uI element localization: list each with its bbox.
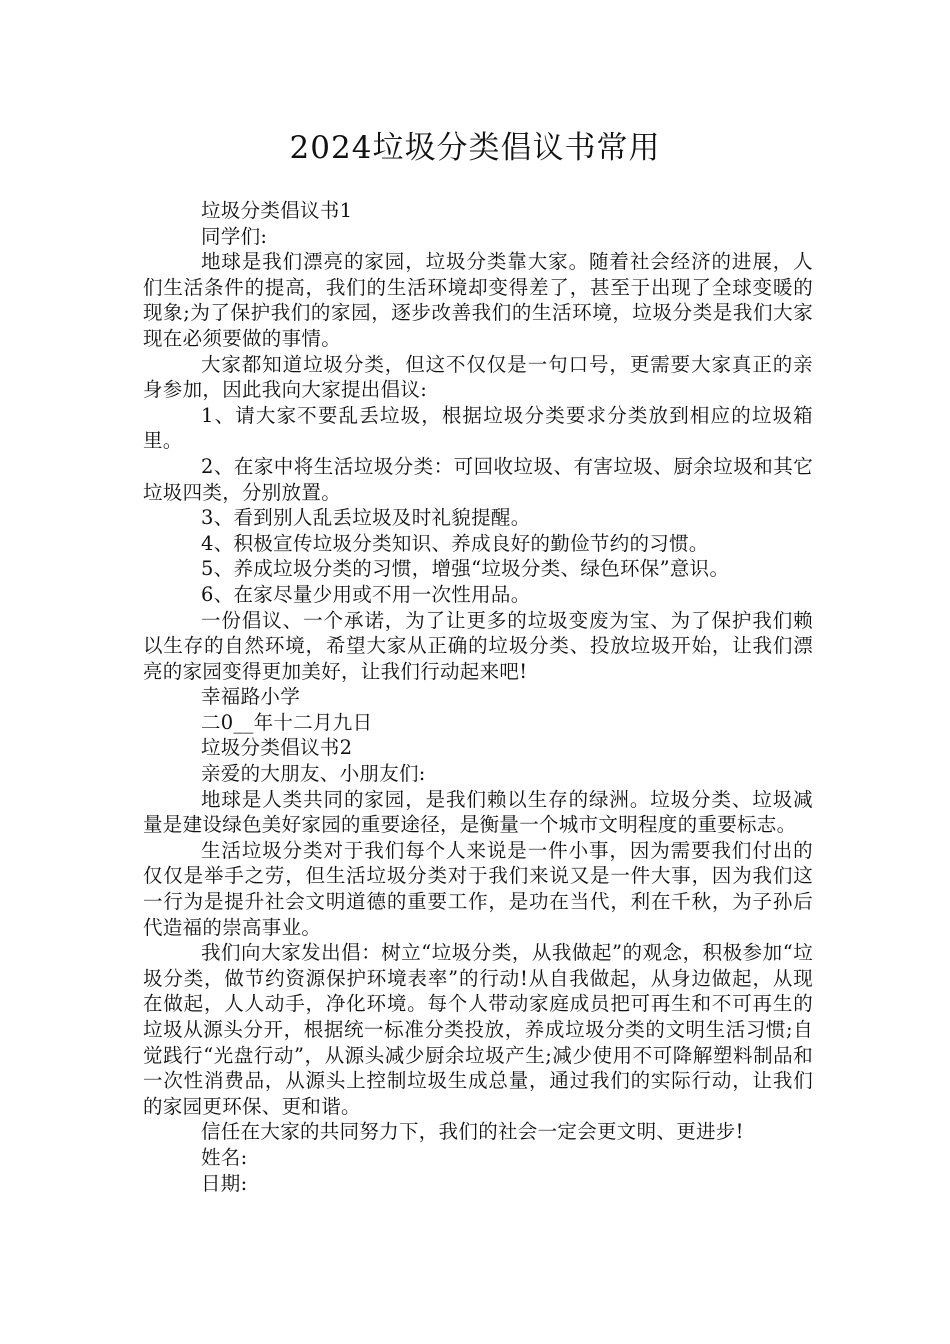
- signature-date: 二0__年十二月九日: [201, 710, 373, 734]
- body-paragraph: 地球是人类共同的家园，是我们赖以生存的绿洲。垃圾分类、垃圾减量是建设绿色美好家园的重要途径，是衡量一个城市文明程度的重要标志。: [143, 787, 813, 837]
- list-item: 1、请大家不要乱丢垃圾，根据垃圾分类要求分类放到相应的垃圾箱里。: [143, 403, 813, 453]
- salutation: 亲爱的大朋友、小朋友们:: [201, 762, 426, 786]
- name-field-label: 姓名:: [201, 1145, 248, 1169]
- signature-school: 幸福路小学: [201, 685, 301, 709]
- body-paragraph: 我们向大家发出倡：树立“垃圾分类，从我做起”的观念，积极参加“垃圾分类，做节约资源保护环境表率”的行动!从自我做起，从身边做起，从现在做起，人人动手，净化环境。每个人带动家庭成员把可再生和不可再生的垃圾从源头分开，根据统一标准分类投放，养成垃圾分类的文明生活习惯;自觉践行“光盘行动”，从源头减少厨余垃圾产生;减少使用不可降解塑料制品和一次性消费品，从源头上控制垃圾生成总量，通过我们的实际行动，让我们的家园更环保、更和谐。: [143, 941, 813, 1118]
- list-item: 6、在家尽量少用或不用一次性用品。: [201, 582, 531, 606]
- body-paragraph: 大家都知道垃圾分类，但这不仅仅是一句口号，更需要大家真正的亲身参加，因此我向大家提出倡议:: [143, 352, 813, 402]
- date-field-label: 日期:: [201, 1171, 248, 1195]
- document-title: 2024垃圾分类倡议书常用: [289, 130, 661, 166]
- body-paragraph: 一份倡议、一个承诺，为了让更多的垃圾变废为宝、为了保护我们赖以生存的自然环境，希望大家从正确的垃圾分类、投放垃圾开始，让我们漂亮的家园变得更加美好，让我们行动起来吧!: [143, 608, 813, 683]
- body-paragraph: 信任在大家的共同努力下，我们的社会一定会更文明、更进步!: [201, 1120, 744, 1144]
- list-item: 5、养成垃圾分类的习惯，增强“垃圾分类、绿色环保”意识。: [201, 557, 730, 581]
- document-body: [143, 198, 813, 1196]
- body-paragraph: 地球是我们漂亮的家园，垃圾分类靠大家。随着社会经济的进展，人们生活条件的提高，我们的生活环境却变得差了，甚至于出现了全球变暖的现象;为了保护我们的家园，逐步改善我们的生活环境，垃圾分类是我们大家现在必须要做的事情。: [143, 250, 813, 350]
- list-item: 3、看到别人乱丢垃圾及时礼貌提醒。: [201, 506, 531, 530]
- list-item: 2、在家中将生活垃圾分类：可回收垃圾、有害垃圾、厨余垃圾和其它垃圾四类，分别放置。: [143, 454, 813, 504]
- salutation: 同学们:: [201, 224, 268, 248]
- body-paragraph: 生活垃圾分类对于我们每个人来说是一件小事，因为需要我们付出的仅仅是举手之劳，但生活垃圾分类对于我们来说又是一件大事，因为我们这一行为是提升社会文明道德的重要工作，是功在当代，利在千秋，为子孙后代造福的崇高事业。: [143, 838, 813, 939]
- proposal-1-heading: 垃圾分类倡议书1: [201, 199, 353, 222]
- proposal-2-heading: 垃圾分类倡议书2: [201, 736, 353, 760]
- list-item: 4、积极宣传垃圾分类知识、养成良好的勤俭节约的习惯。: [201, 531, 709, 555]
